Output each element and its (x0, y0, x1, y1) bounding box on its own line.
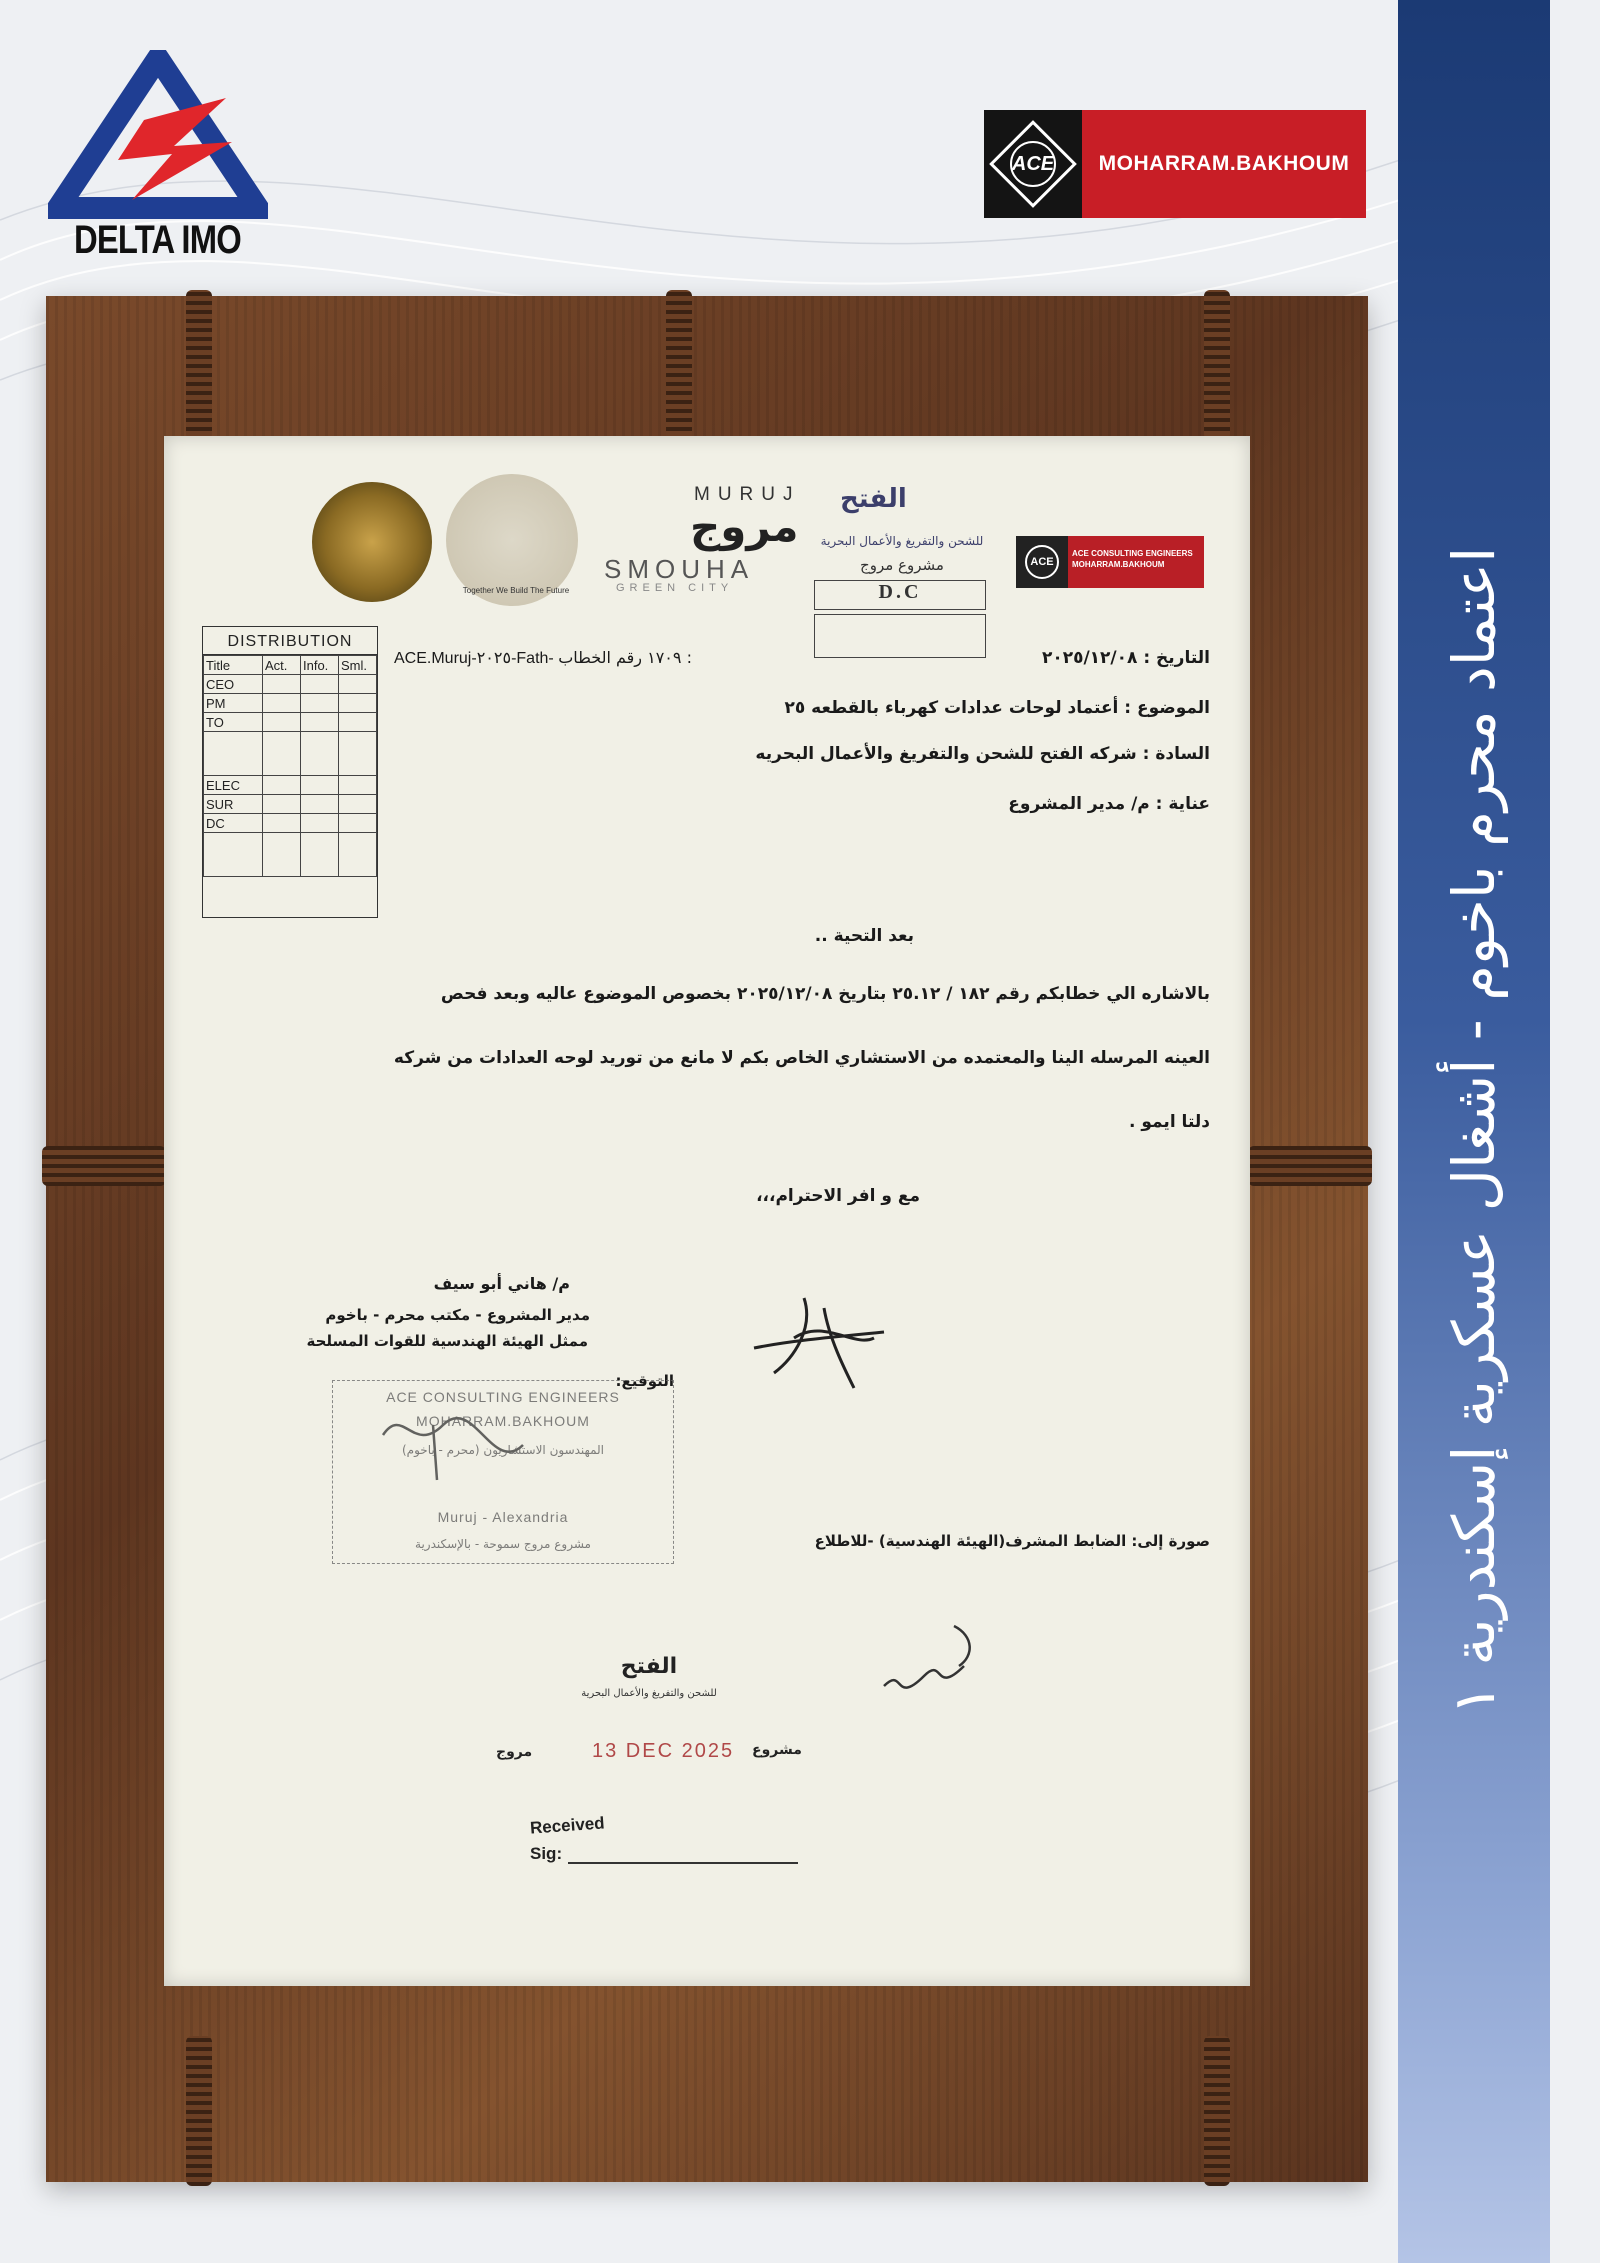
signer-title: ممثل الهيئة الهندسية للقوات المسلحة (306, 1332, 588, 1350)
frame-wrap (1248, 1146, 1372, 1186)
approval-letter (164, 436, 1250, 1986)
received-label: Received (529, 1813, 606, 1838)
moharram-bakhoum-label: MOHARRAM.BAKHOUM (1082, 110, 1366, 218)
letter-date: التاريخ : ٢٠٢٥/١٢/٠٨ (1041, 648, 1210, 668)
letter-body-line: دلتا ايمو . (1129, 1112, 1210, 1132)
consultant-signature-stamp: ACE CONSULTING ENGINEERS MOHARRAM.BAKHOUM المهندسون الاستشاريون (محرم - باخوم) Muruj - Alexandria مشروع مروج سموحة - بالإسكندرية (332, 1380, 674, 1564)
frame-wrap (186, 290, 212, 440)
table-row (204, 833, 377, 877)
table-row: TO (204, 713, 377, 732)
banner-edge (1550, 0, 1600, 2263)
delta-triangle-icon (48, 50, 268, 220)
brand-name: DELTA IMO (74, 218, 241, 262)
ace-moharram-logo (984, 110, 1366, 218)
table-row: CEO (204, 675, 377, 694)
table-row: DC (204, 814, 377, 833)
banner-title: اعتماد محرم باخوم - أشغال عسكرية إسكندرية ١ (1440, 546, 1508, 1716)
frame-wrap (186, 2036, 212, 2186)
letter-greeting: بعد التحية .. (814, 926, 914, 946)
handwritten-initials (864, 1606, 1004, 1716)
letter-subject: الموضوع : أعتماد لوحات عدادات كهرباء بالقطعه ٢٥ (784, 698, 1210, 718)
ace-letterhead-logo: ACE ACE CONSULTING ENGINEERS MOHARRAM.BAKHOUM (1016, 536, 1204, 588)
muruj-logo: MURUJ مروج SMOUHA GREEN CITY (604, 484, 801, 594)
table-row: SUR (204, 795, 377, 814)
signature-label: التوقيع: (615, 1372, 674, 1390)
letter-body-line: بالاشاره الي خطابكم رقم ١٨٢ / ٢٥.١٢ بتاريخ ٢٠٢٥/١٢/٠٨ بخصوص الموضوع عاليه وبعد فحص (440, 984, 1210, 1004)
gold-seal-logo (312, 482, 432, 602)
side-banner (1398, 0, 1550, 2263)
sig-label: Sig: (530, 1844, 563, 1863)
table-row: ELEC (204, 776, 377, 795)
handwritten-signature (734, 1278, 904, 1408)
frame-wrap (42, 1146, 166, 1186)
bamboo-frame (46, 296, 1368, 2182)
frame-wrap (1204, 290, 1230, 440)
distribution-table (202, 626, 378, 918)
table-row: PM (204, 694, 377, 713)
letter-body-line: العينه المرسله الينا والمعتمده من الاستشاري الخاص بكم لا مانع من توريد لوحه العدادات من شركه (393, 1048, 1210, 1068)
distribution-title: DISTRIBUTION (203, 627, 377, 655)
frame-wrap (666, 290, 692, 440)
fath-dc-stamp: الفتح للشحن والتفريغ والأعمال البحرية مشروع مروج D.C (792, 476, 1012, 696)
signer-title: مدير المشروع - مكتب محرم - باخوم (325, 1306, 590, 1324)
signer-name: م/ هاني أبو سيف (433, 1274, 570, 1293)
signature-line (568, 1862, 798, 1864)
ace-icon: ACE (984, 110, 1082, 218)
seal-tagline: Together We Build The Future (462, 586, 570, 595)
copy-to: صورة إلى: الضابط المشرف(الهيئة الهندسية) -للاطلاع (814, 1532, 1210, 1550)
signature-scribble (373, 1395, 553, 1485)
received-stamp: الفتح للشحن والتفريغ والأعمال البحرية مروج 13 DEC 2025 مشروع (496, 1654, 802, 1762)
table-header-row: Title Act. Info. Sml. (204, 656, 377, 675)
letter-regards: مع و افر الاحترام،،، (756, 1186, 920, 1206)
reference-number: ACE.Muruj-٢٠٢٥-Fath- ١٧٠٩ رقم الخطاب : (394, 648, 692, 667)
letter-attention: عناية : م/ مدير المشروع (1008, 794, 1210, 814)
frame-wrap (1204, 2036, 1230, 2186)
table-row (204, 732, 377, 776)
letter-recipient: السادة : شركه الفتح للشحن والتفريغ والأعمال البحريه (755, 744, 1210, 764)
delta-imo-logo (48, 50, 268, 270)
